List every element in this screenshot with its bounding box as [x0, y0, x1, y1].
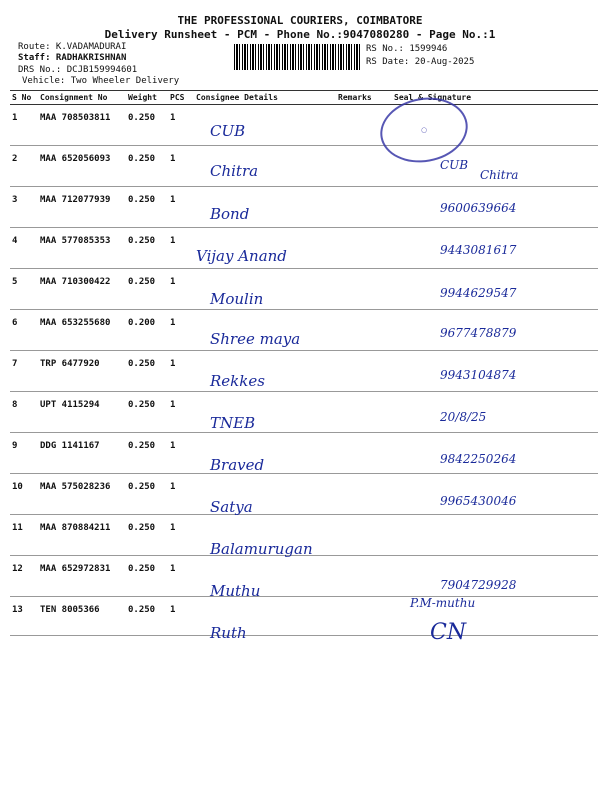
signature-handwriting: 9600639664 — [440, 201, 517, 215]
row-sno: 2 — [10, 146, 38, 187]
staff: Staff: RADHAKRISHNAN — [18, 53, 127, 63]
table-row — [10, 105, 598, 146]
weight: 0.250 — [126, 433, 168, 474]
signature-handwriting: 9965430046 — [440, 494, 517, 508]
signature-handwriting: 9944629547 — [440, 286, 517, 300]
remarks — [336, 146, 392, 187]
consignee-handwriting: Shree maya — [210, 330, 301, 348]
remarks — [336, 269, 392, 310]
col-pcs: PCS — [168, 91, 194, 105]
weight: 0.250 — [126, 105, 168, 146]
consignee-handwriting: Balamurugan — [210, 540, 313, 558]
weight: 0.250 — [126, 228, 168, 269]
pcs: 1 — [168, 433, 194, 474]
signature-handwriting: 9943104874 — [440, 368, 517, 382]
weight: 0.250 — [126, 392, 168, 433]
consignment-no: DDG 1141167 — [38, 433, 126, 474]
remarks — [336, 433, 392, 474]
consignment-no: MAA 870884211 — [38, 515, 126, 556]
consignee-handwriting: CUB — [210, 122, 246, 140]
remarks — [336, 392, 392, 433]
consignee-handwriting: Rekkes — [210, 372, 265, 390]
pcs: 1 — [168, 474, 194, 515]
remarks — [336, 474, 392, 515]
row-sno: 3 — [10, 187, 38, 228]
col-sno: S No — [10, 91, 38, 105]
seal-stamp: ○ — [375, 91, 473, 169]
rs-number: RS No.: 1599946 — [366, 44, 448, 54]
pcs: 1 — [168, 228, 194, 269]
signature-handwriting: 20/8/25 — [440, 410, 487, 424]
weight: 0.250 — [126, 515, 168, 556]
pcs: 1 — [168, 187, 194, 228]
consignment-no: TRP 6477920 — [38, 351, 126, 392]
consignee-handwriting: TNEB — [210, 414, 256, 432]
signature-handwriting: 7904729928 — [440, 578, 517, 592]
remarks — [336, 515, 392, 556]
consignment-no: MAA 652056093 — [38, 146, 126, 187]
pcs: 1 — [168, 146, 194, 187]
row-sno: 9 — [10, 433, 38, 474]
row-sno: 6 — [10, 310, 38, 351]
col-signature: Seal & Signature — [392, 91, 598, 105]
page-title: THE PROFESSIONAL COURIERS, COIMBATORE — [177, 14, 423, 27]
barcode — [234, 44, 362, 70]
rs-date: RS Date: 20-Aug-2025 — [366, 57, 475, 67]
weight: 0.250 — [126, 146, 168, 187]
table-header-row — [10, 91, 598, 105]
signature-handwriting: CN — [430, 620, 467, 645]
consignee-handwriting: Ruth — [210, 624, 247, 642]
signature-handwriting: CUB — [440, 158, 469, 172]
remarks — [336, 597, 392, 636]
weight: 0.250 — [126, 351, 168, 392]
weight: 0.200 — [126, 310, 168, 351]
remarks — [336, 351, 392, 392]
table-row — [10, 597, 598, 636]
seal-signature — [392, 392, 598, 433]
seal-signature — [392, 515, 598, 556]
pcs: 1 — [168, 269, 194, 310]
row-sno: 8 — [10, 392, 38, 433]
page-subtitle: Delivery Runsheet - PCM - Phone No.:9047080280 - Page No.:1 — [104, 28, 496, 41]
pcs: 1 — [168, 597, 194, 636]
weight: 0.250 — [126, 269, 168, 310]
drs-number: DRS No.: DCJB159994601 — [18, 65, 138, 75]
consignment-no: MAA 708503811 — [38, 105, 126, 146]
row-sno: 10 — [10, 474, 38, 515]
weight: 0.250 — [126, 474, 168, 515]
col-weight: Weight — [126, 91, 168, 105]
weight: 0.250 — [126, 187, 168, 228]
weight: 0.250 — [126, 597, 168, 636]
consignee-handwriting: Satya — [210, 498, 253, 516]
remarks — [336, 556, 392, 597]
consignee-handwriting: Vijay Anand — [196, 247, 287, 265]
signature-handwriting: P.M-muthu — [410, 596, 476, 610]
row-sno: 7 — [10, 351, 38, 392]
vehicle: Vehicle: Two Wheeler Delivery — [22, 76, 180, 86]
consignee-handwriting: Moulin — [210, 290, 264, 308]
signature-handwriting: Chitra — [480, 168, 519, 182]
row-sno: 4 — [10, 228, 38, 269]
pcs: 1 — [168, 351, 194, 392]
consignment-no: UPT 4115294 — [38, 392, 126, 433]
consignment-no: TEN 8005366 — [38, 597, 126, 636]
consignment-no: MAA 712077939 — [38, 187, 126, 228]
consignee-handwriting: Braved — [210, 456, 265, 474]
signature-handwriting: 9842250264 — [440, 452, 517, 466]
pcs: 1 — [168, 515, 194, 556]
consignment-no: MAA 575028236 — [38, 474, 126, 515]
remarks — [336, 228, 392, 269]
consignment-no: MAA 653255680 — [38, 310, 126, 351]
signature-handwriting: 9443081617 — [440, 243, 517, 257]
pcs: 1 — [168, 556, 194, 597]
consignment-no: MAA 577085353 — [38, 228, 126, 269]
pcs: 1 — [168, 105, 194, 146]
consignee-handwriting: Chitra — [210, 162, 259, 180]
signature-handwriting: 9677478879 — [440, 326, 517, 340]
col-remarks: Remarks — [336, 91, 392, 105]
pcs: 1 — [168, 310, 194, 351]
col-consignment: Consignment No — [38, 91, 126, 105]
consignee-handwriting: Bond — [210, 205, 250, 223]
remarks — [336, 310, 392, 351]
row-sno: 1 — [10, 105, 38, 146]
consignment-no: MAA 710300422 — [38, 269, 126, 310]
consignee-handwriting: Muthu — [210, 582, 261, 600]
row-sno: 11 — [10, 515, 38, 556]
row-sno: 13 — [10, 597, 38, 636]
col-consignee: Consignee Details — [194, 91, 336, 105]
row-sno: 12 — [10, 556, 38, 597]
weight: 0.250 — [126, 556, 168, 597]
pcs: 1 — [168, 392, 194, 433]
remarks — [336, 187, 392, 228]
consignment-no: MAA 652972831 — [38, 556, 126, 597]
table-row — [10, 392, 598, 433]
route: Route: K.VADAMADURAI — [18, 42, 127, 52]
row-sno: 5 — [10, 269, 38, 310]
